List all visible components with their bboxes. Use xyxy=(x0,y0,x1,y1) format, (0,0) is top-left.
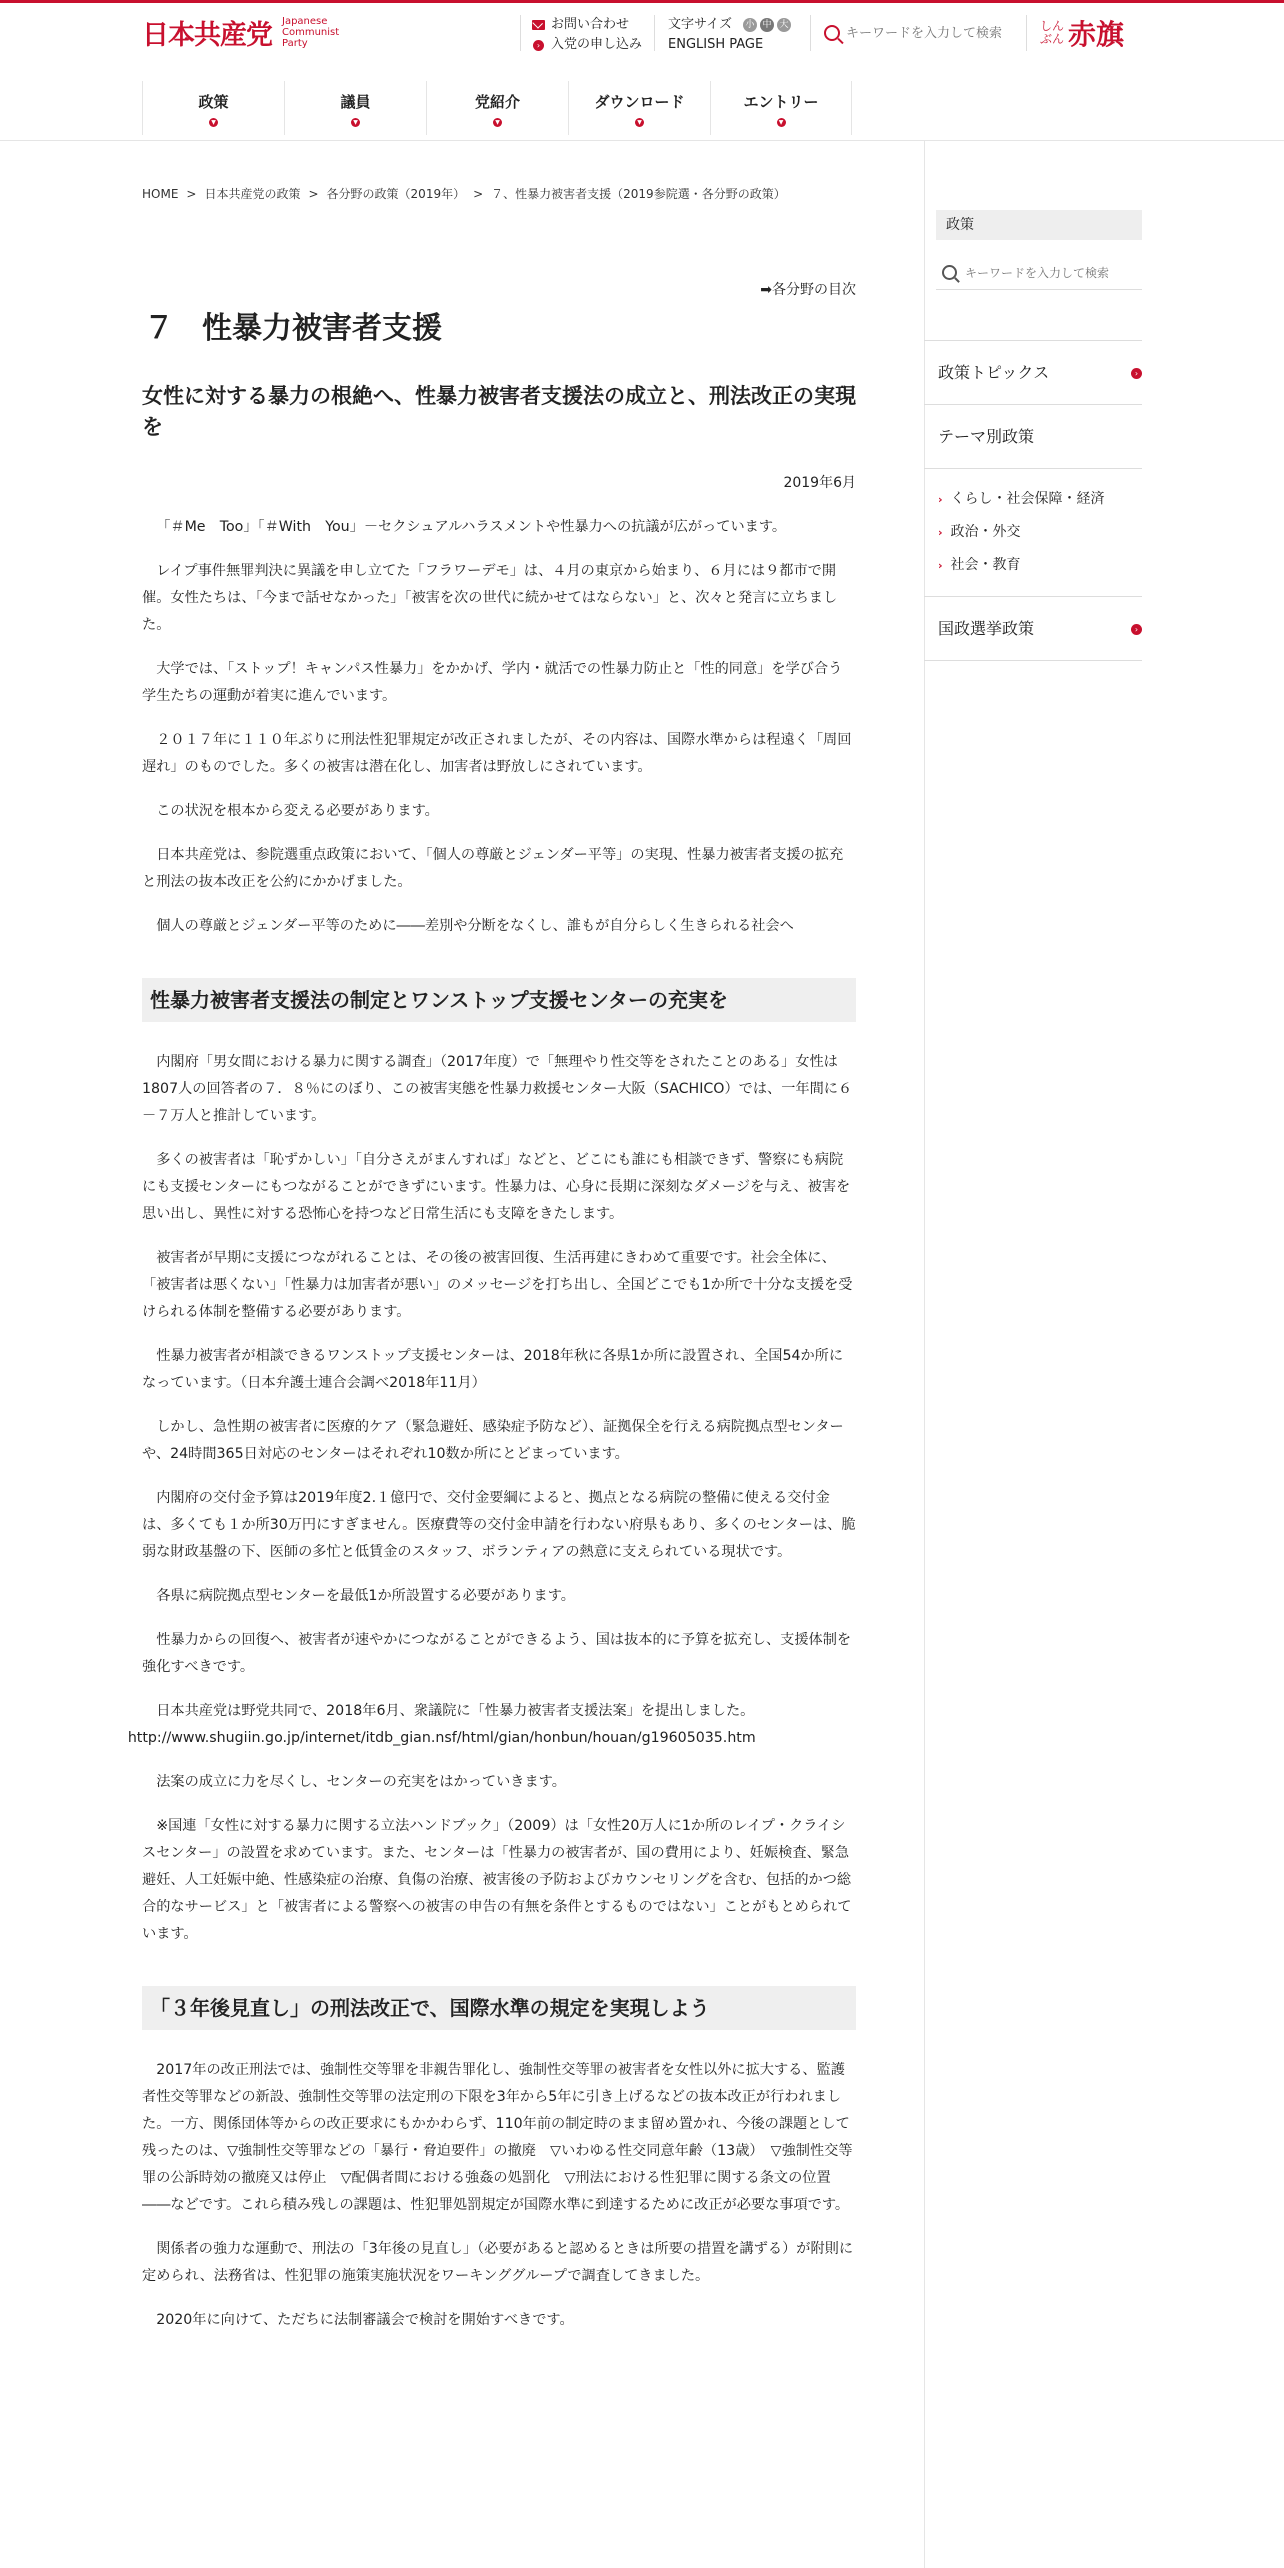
breadcrumb: HOME > 日本共産党の政策 > 各分野の政策（2019年） > ７、性暴力被害者支援（2019参院選・各分野の政策） xyxy=(142,187,786,201)
logo-text: 日本共産党 xyxy=(142,20,272,51)
nav-item-download[interactable]: ダウンロード ▼ xyxy=(568,81,710,135)
paragraph: レイプ事件無罪判決に異議を申し立てた「フラワーデモ」は、４月の東京から始まり、６月には９都市で開催。女性たちは、「今まで話せなかった」「被害を次の世代に続かせてはならない」と、次々と発言に立ちました。 xyxy=(142,563,838,633)
header-divider xyxy=(810,15,811,51)
sidebar-subitem-politics[interactable]: › 政治・外交 xyxy=(938,516,1142,549)
akahata-logo[interactable] xyxy=(1040,13,1124,53)
chevron-down-icon: ▼ xyxy=(351,118,360,127)
page-title: ７ 性暴力被害者支援 xyxy=(144,311,442,346)
arrow-circle-icon: › xyxy=(533,40,544,51)
paragraph: 各県に病院拠点型センターを最低1か所設置する必要があります。 xyxy=(156,1588,575,1604)
search-icon[interactable] xyxy=(942,265,957,280)
chevron-down-icon: ▼ xyxy=(209,118,218,127)
breadcrumb-current: ７、性暴力被害者支援（2019参院選・各分野の政策） xyxy=(491,187,786,201)
header-search-input[interactable] xyxy=(846,26,1006,41)
search-icon[interactable] xyxy=(824,25,840,41)
font-size-label: 文字サイズ xyxy=(668,17,732,32)
contact-link[interactable]: お問い合わせ xyxy=(532,15,642,35)
paragraph: 性暴力からの回復へ、被害者が速やかにつながることができるよう、国は抜本的に予算を拡充し、支援体制を強化すべきです。 xyxy=(142,1632,852,1675)
chevron-right-icon: › xyxy=(938,493,943,506)
join-link[interactable]: › 入党の申し込み xyxy=(532,35,642,55)
header-contact-links xyxy=(532,15,642,55)
paragraph: 関係者の強力な運動で、刑法の「3年後の見直し」（必要があると認めるときは所要の措置を講ずる）が附則に定められ、法務省は、性犯罪の施策実施状況をワーキンググループで調査してきました。 xyxy=(142,2241,854,2284)
sidebar-subitem-society[interactable]: › 社会・教育 xyxy=(938,549,1142,582)
sidebar-item-election[interactable]: 国政選挙政策 › xyxy=(924,596,1142,660)
toc-link[interactable]: ➡各分野の目次 xyxy=(760,282,856,298)
chevron-down-icon: ▼ xyxy=(777,118,786,127)
chevron-right-icon: › xyxy=(938,526,943,539)
paragraph: 2017年の改正刑法では、強制性交等罪を非親告罪化し、強制性交等罪の被害者を女性以外に拡大する、監護者性交等罪などの新設、強制性交等罪の法定刑の下限を3年から5年に引き上げるなどの抜本改正が行われました。一方、関係団体等からの改正要求にもかかわらず、110年前の制定時のまま留め置かれ、今後の課題として残ったのは、▽強制性交等罪などの「暴行・脅迫要件」の撤廃 ▽いわゆる性交同意年齢（13歳） ▽強制性交等罪の公訴時効の撤廃又は停止 ▽配偶者間における強姦の処罰化 ▽刑法における性犯罪に関する条文の位置――などです。これら積み残しの課題は、性犯罪処罰規定が国際水準に到達するために改正が必要な事項です。 xyxy=(142,2062,853,2213)
header-search xyxy=(824,17,1014,49)
shugiin-link[interactable]: http://www.shugiin.go.jp/internet/itdb_gian.nsf/html/gian/honbun/houan/g19605035.htm xyxy=(127,1730,756,1746)
nav-item-members[interactable]: 議員 ▼ xyxy=(284,81,426,135)
article-body xyxy=(127,514,856,2351)
paragraph: 日本共産党は、参院選重点政策において、「個人の尊厳とジェンダー平等」の実現、性暴力被害者支援の拡充と刑法の抜本改正を公約にかかげました。 xyxy=(142,847,844,890)
breadcrumb-2019[interactable]: 各分野の政策（2019年） xyxy=(326,187,466,201)
sidebar-item-topics[interactable]: 政策トピックス › xyxy=(924,340,1142,404)
font-size-medium-button[interactable]: 中 xyxy=(760,18,774,32)
akahata-text: 赤旗 xyxy=(1068,18,1125,51)
chevron-right-icon: › xyxy=(1131,368,1142,379)
font-size-large-button[interactable]: 大 xyxy=(777,18,791,32)
font-size-control xyxy=(668,15,791,55)
header-divider xyxy=(654,15,655,51)
site-logo[interactable] xyxy=(142,13,339,52)
paragraph: 大学では、「ストップ！キャンパス性暴力」をかかげ、学内・就活での性暴力防止と「性的同意」を学び合う学生たちの運動が着実に進んでいます。 xyxy=(142,661,843,704)
global-nav xyxy=(0,61,1284,141)
paragraph: この状況を根本から変える必要があります。 xyxy=(156,803,439,819)
breadcrumb-home[interactable]: HOME xyxy=(142,187,179,201)
nav-item-policy[interactable]: 政策 ▼ xyxy=(142,81,284,135)
paragraph-with-link: 日本共産党は野党共同で、2018年6月、衆議院に「性暴力被害者支援法案」を提出しました。 http://www.shugiin.go.jp/internet/itdb_gian.nsf/html/gian/honbun/houan/g19605035.htm xyxy=(142,1698,856,1752)
article-date: 2019年6月 xyxy=(783,475,856,491)
theme-sublist xyxy=(924,468,1142,596)
site-header xyxy=(0,3,1284,61)
paragraph: 多くの被害者は「恥ずかしい」「自分さえがまんすれば」などと、どこにも誰にも相談できず、警察にも病院にも支援センターにもつながることができずにいます。性暴力は、心身に長期に深刻なダメージを与え、被害を思い出し、異性に対する恐怖心を持つなど日常生活にも支障をきたします。 xyxy=(142,1152,851,1222)
chevron-right-icon: › xyxy=(1131,624,1142,635)
font-size-small-button[interactable]: 小 xyxy=(743,18,757,32)
paragraph: 性暴力被害者が相談できるワンストップ支援センターは、2018年秋に各県1か所に設置され、全国54か所になっています。（日本弁護士連合会調べ2018年11月） xyxy=(142,1348,844,1391)
paragraph: ※国連「女性に対する暴力に関する立法ハンドブック」（2009）は「女性20万人に1か所のレイプ・クライシスセンター」の設置を求めています。また、センターは「性暴力の被害者が、国の費用により、妊娠検査、緊急避妊、人工妊娠中絶、性感染症の治療、負傷の治療、被害後の予防およびカウンセリングを含む、包括的かつ総合的なサービス」と「被害者による警察への被害の申告の有無を条件とするものではない」ことがもとめられています。 xyxy=(142,1818,852,1942)
chevron-down-icon: ▼ xyxy=(635,118,644,127)
article-subtitle: 女性に対する暴力の根絶へ、性暴力被害者支援法の成立と、刑法改正の実現を xyxy=(142,384,856,439)
sidebar-subitem-livelihood[interactable]: › くらし・社会保障・経済 xyxy=(938,483,1142,516)
section-heading: 「３年後見直し」の刑法改正で、国際水準の規定を実現しよう xyxy=(142,1986,856,2030)
section-heading: 性暴力被害者支援法の制定とワンストップ支援センターの充実を xyxy=(142,978,856,1022)
akahata-small-text: しん ぶん xyxy=(1040,19,1065,46)
chevron-right-icon: › xyxy=(938,559,943,572)
nav-item-about[interactable]: 党紹介 ▼ xyxy=(426,81,568,135)
paragraph: 法案の成立に力を尽くし、センターの充実をはかっていきます。 xyxy=(156,1774,566,1790)
english-page-link[interactable]: ENGLISH PAGE xyxy=(668,37,764,52)
sidebar-search xyxy=(936,256,1142,290)
paragraph: 内閣府「男女間における暴力に関する調査」（2017年度）で「無理やり性交等をされたことのある」女性は1807人の回答者の７．８％にのぼり、この被害実態を性暴力救援センター大阪（SACHICO）では、一年間に６－７万人と推計しています。 xyxy=(142,1054,853,1124)
chevron-down-icon: ▼ xyxy=(493,118,502,127)
nav-item-entry[interactable]: エントリー ▼ xyxy=(710,81,852,135)
paragraph: ２０１７年に１１０年ぶりに刑法性犯罪規定が改正されましたが、その内容は、国際水準からは程遠く「周回遅れ」のものでした。多くの被害は潜在化し、加害者は野放しにされています。 xyxy=(142,732,852,775)
paragraph: 2020年に向けて、ただちに法制審議会で検討を開始すべきです。 xyxy=(156,2312,574,2328)
sidebar-heading: 政策 xyxy=(936,210,1142,240)
paragraph: 内閣府の交付金予算は2019年度2.１億円で、交付金要綱によると、拠点となる病院の整備に使える交付金は、多くても１か所30万円にすぎません。医療費等の交付金申請を行わない府県もあり、多くのセンターは、脆弱な財政基盤の下、医師の多忙と低賃金のスタッフ、ボランティアの熱意に支えられている現状です。 xyxy=(142,1490,856,1560)
header-divider xyxy=(520,15,521,51)
paragraph: 被害者が早期に支援につながれることは、その後の被害回復、生活再建にきわめて重要です。社会全体に、「被害者は悪くない」「性暴力は加害者が悪い」のメッセージを打ち出し、全国どこでも1か所で十分な支援を受けられる体制を整備する必要があります。 xyxy=(142,1250,853,1320)
logo-en: Japanese Communist Party xyxy=(282,16,340,49)
mail-icon xyxy=(532,20,545,30)
breadcrumb-policy[interactable]: 日本共産党の政策 xyxy=(204,187,301,201)
sidebar-search-input[interactable] xyxy=(965,266,1135,280)
header-divider xyxy=(1026,15,1027,51)
paragraph: 個人の尊厳とジェンダー平等のために――差別や分断をなくし、誰もが自分らしく生きられる社会へ xyxy=(156,918,794,934)
paragraph: しかし、急性期の被害者に医療的ケア（緊急避妊、感染症予防など）、証拠保全を行える病院拠点型センターや、24時間365日対応のセンターはそれぞれ10数か所にとどまっています。 xyxy=(142,1419,844,1462)
paragraph: 「＃Me Too」「＃With You」－セクシュアルハラスメントや性暴力への抗議が広がっています。 xyxy=(156,519,787,535)
sidebar xyxy=(924,141,1142,661)
sidebar-item-theme[interactable]: テーマ別政策 xyxy=(924,404,1142,468)
